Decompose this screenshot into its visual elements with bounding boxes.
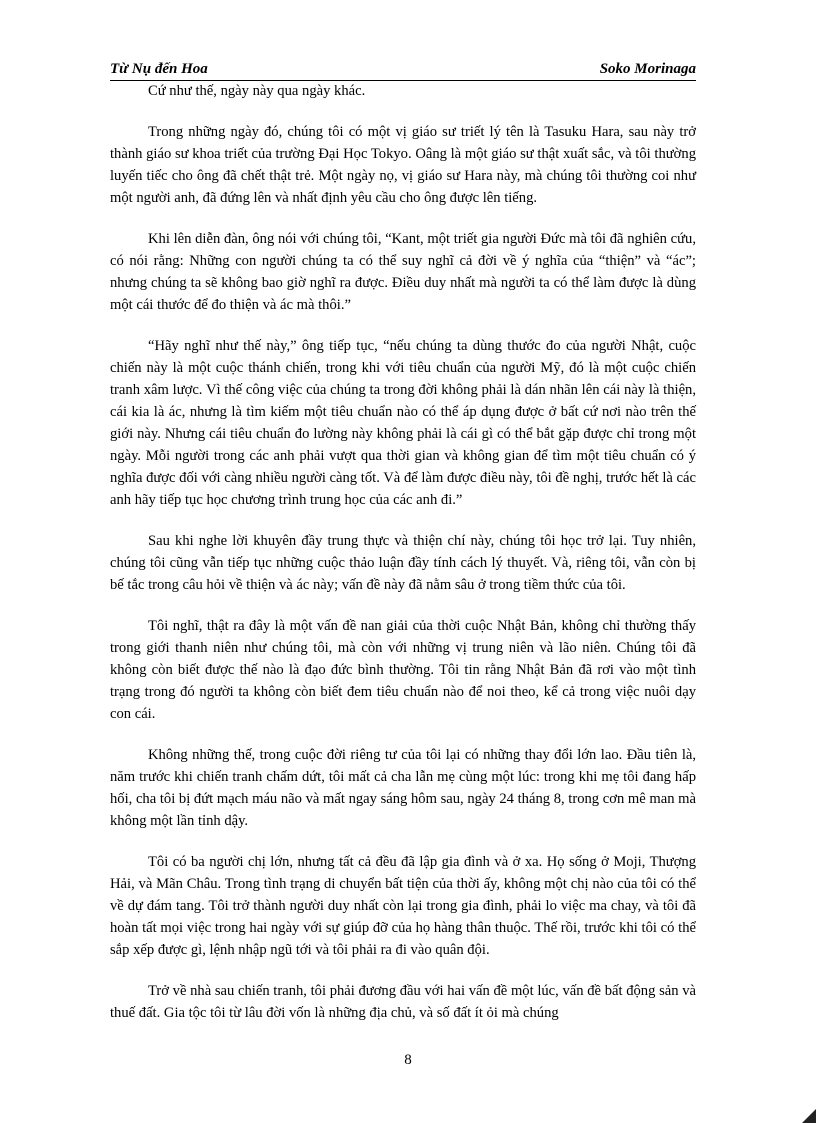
paragraph: Trong những ngày đó, chúng tôi có một vị giáo sư triết lý tên là Tasuku Hara, sau này trở thành giáo sư khoa triết của trường Đại Học Tokyo. Oâng là một giáo sư thật xuất sắc, và tôi thường luyến tiếc cho ông đã chết thật trẻ. Một ngày nọ, vị giáo sư Hara này, mà chúng tôi thường coi như một người anh, đã đứng lên và nhất định yêu cầu cho ông được lên tiếng. xyxy=(110,124,696,206)
paragraph: Tôi có ba người chị lớn, nhưng tất cả đều đã lập gia đình và ở xa. Họ sống ở Moji, Thượng Hải, và Mãn Châu. Trong tình trạng di chuyển bất tiện của thời ấy, không một chị nào của tôi có thể về dự đám tang. Tôi trở thành người duy nhất còn lại trong gia đình, phải lo việc ma chay, và tôi đã hoàn tất mọi việc trong hai ngày với sự giúp đỡ của họ hàng thân thuộc. Thế rồi, trước khi tôi có thể sắp xếp được gì, lệnh nhập ngũ tới và tôi phải ra đi vào quân đội. xyxy=(110,854,696,958)
paragraph: Tôi nghĩ, thật ra đây là một vấn đề nan giải của thời cuộc Nhật Bản, không chỉ thường thấy trong giới thanh niên như chúng tôi, mà còn với những vị trung niên và lão niên. Chúng tôi đã không còn biết được thế nào là đạo đức bình thường. Tôi tin rằng Nhật Bản đã rơi vào một tình trạng trong đó người ta không còn biết đem tiêu chuẩn nào để noi theo, kể cả trong việc nuôi dạy con cái. xyxy=(110,618,696,722)
paragraph: Sau khi nghe lời khuyên đầy trung thực và thiện chí này, chúng tôi học trở lại. Tuy nhiên, chúng tôi cũng vẫn tiếp tục những cuộc thảo luận đầy tính cách lý thuyết. Và, riêng tôi, vẫn còn bị bế tắc trong câu hỏi về thiện và ác này; vấn đề này đã nằm sâu ở trong tiềm thức của tôi. xyxy=(110,533,696,593)
running-header xyxy=(110,48,696,81)
paragraph: Không những thế, trong cuộc đời riêng tư của tôi lại có những thay đổi lớn lao. Đầu tiên là, năm trước khi chiến tranh chấm dứt, tôi mất cả cha lẫn mẹ cùng một lúc: trong khi mẹ tôi đang hấp hối, cha tôi bị đứt mạch máu não và mất ngay sáng hôm sau, ngày 24 tháng 8, trong cơn mê man mà không một lần tỉnh dậy. xyxy=(110,747,696,829)
page-number: 8 xyxy=(404,1052,412,1068)
paragraph: “Hãy nghĩ như thế này,” ông tiếp tục, “nếu chúng ta dùng thước đo của người Nhật, cuộc chiến này là một cuộc thánh chiến, trong khi với tiêu chuẩn của người Mỹ, đó là một cuộc chiến tranh xâm lược. Vì thế công việc của chúng ta trong đời không phải là dán nhãn lên cái này là thiện, cái kia là ác, nhưng là tìm kiếm một tiêu chuẩn nào có thể áp dụng được ở bất cứ nơi nào trên thế giới này. Nhưng cái tiêu chuẩn đo lường này không phải là cái gì có thể bắt gặp được chỉ trong một ngày. Mỗi người trong các anh phải vượt qua thời gian và không gian để tìm một tiêu chuẩn có ý nghĩa được đối với càng nhiều người càng tốt. Và để làm được điều này, tôi đề nghị, trước hết là các anh hãy tiếp tục học chương trình trung học của các anh đi.” xyxy=(110,338,696,508)
body-text xyxy=(110,80,696,1043)
paragraph: Khi lên diễn đàn, ông nói với chúng tôi, “Kant, một triết gia người Đức mà tôi đã nghiên cứu, có nói rằng: Những con người chúng ta có thể suy nghĩ cả đời về ý nghĩa của “thiện” và “ác”; nhưng chúng ta sẽ không bao giờ nghĩ ra được. Điều duy nhất mà người ta có thể làm được là dùng một cái thước để đo thiện và ác mà thôi.” xyxy=(110,231,696,313)
book-title: Từ Nụ đến Hoa xyxy=(110,61,208,77)
corner-fold-mark xyxy=(802,1109,816,1123)
paragraph: Trở về nhà sau chiến tranh, tôi phải đương đầu với hai vấn đề một lúc, vấn đề bất động sản và thuế đất. Gia tộc tôi từ lâu đời vốn là những địa chủ, và số đất ít ỏi mà chúng xyxy=(110,983,696,1021)
paragraph: Cứ như thế, ngày này qua ngày khác. xyxy=(148,83,366,99)
author-name: Soko Morinaga xyxy=(599,61,696,77)
